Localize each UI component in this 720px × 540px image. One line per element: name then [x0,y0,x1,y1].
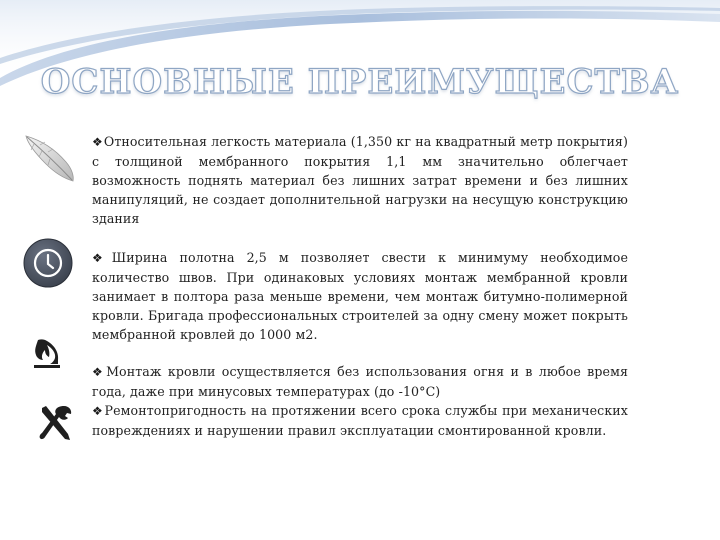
slide-title: ОСНОВНЫЕ ПРЕИМУЩЕСТВА [40,62,680,102]
list-item [92,248,628,344]
bullet-diamond-icon: ❖ [92,404,104,418]
paragraph-text: Относительная легкость материала (1,350 кг на квадратный метр покрытия) с толщиной мембранного покрытия 1,1 мм значительно облегчает возможность поднять материал без лишних затрат времени и без лишних манипуляций, не создает дополнительной нагрузки на несущую конструкцию здания [92,134,628,226]
fire-icon [32,338,62,370]
list-item [92,401,628,440]
clock-icon [22,237,74,289]
paragraph-text: Монтаж кровли осуществляется без использования огня и в любое время года, даже при минусовых температурах (до -10°С) [92,364,629,399]
tools-icon [38,404,74,444]
paragraph-text: Ширина полотна 2,5 м позволяет свести к минимуму необходимое количество швов. При одинаковых условиях монтаж мембранной кровли занимает в полтора раза меньше времени, чем монтаж битумно-полимерной кровли. Бригада профессиональных строителей за одну смену может покрыть мембранной кровлей до 1000 м2. [92,250,629,342]
bullet-diamond-icon: ❖ [92,251,111,265]
list-item [92,132,628,228]
feather-icon [20,132,76,184]
paragraph-mounting [92,362,628,440]
bullet-diamond-icon: ❖ [92,365,106,379]
bullet-diamond-icon: ❖ [92,135,103,149]
paragraph-width [92,248,628,344]
paragraph-weight [92,132,628,228]
paragraph-text: Ремонтопригодность на протяжении всего срока службы при механических повреждениях и нарушении правил эксплуатации смонтированной кровли. [92,403,629,438]
list-item [92,362,628,401]
